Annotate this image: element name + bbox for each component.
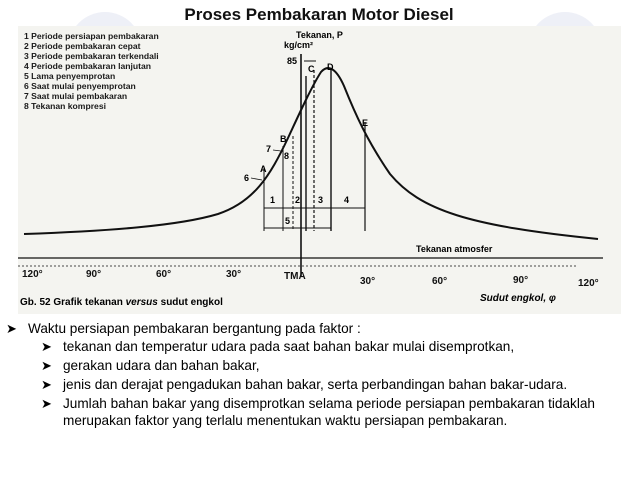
legend-item: 4 Periode pembakaran lanjutan	[24, 61, 152, 71]
x-tick-label: 30°	[226, 269, 242, 280]
point-label-b: B	[280, 134, 287, 144]
legend-item: 7 Saat mulai pembakaran	[24, 91, 128, 101]
legend-item: 6 Saat mulai penyemprotan	[24, 81, 136, 91]
arrow-bullet-icon: ➤	[6, 321, 17, 336]
y-axis-label: Tekanan, P	[296, 30, 343, 40]
crank-angle-ticks	[22, 269, 599, 289]
x-tick-label: 90°	[86, 269, 102, 280]
arrow-bullet-icon: ➤	[41, 377, 52, 392]
x-tick-label: 60°	[432, 276, 448, 287]
marker-number-8: 8	[284, 151, 290, 161]
pressure-tick: 85	[287, 56, 298, 66]
x-tick-label: 120°	[22, 269, 43, 280]
bullet-text: Waktu persiapan pembakaran bergantung pada faktor :	[28, 321, 361, 336]
period-label-2: 2	[295, 195, 301, 205]
period-label-3: 3	[318, 195, 324, 205]
period-label-5: 5	[285, 216, 291, 226]
figure-legend	[24, 31, 159, 111]
point-label-e: E	[362, 118, 369, 128]
legend-item: 1 Periode persiapan pembakaran	[24, 31, 159, 41]
x-tick-label: 90°	[513, 275, 529, 286]
bullet-sub	[6, 357, 630, 374]
legend-item: 2 Periode pembakaran cepat	[24, 41, 141, 51]
x-axis-label: Sudut engkol, φ	[480, 293, 556, 304]
x-tick-label: 30°	[360, 276, 376, 287]
point-label-c: C	[308, 64, 315, 74]
bullet-text: jenis dan derajat pengadukan bahan bakar, serta perbandingan bahan bakar-udara.	[63, 377, 568, 392]
point-label-d: D	[327, 62, 334, 72]
slide-title: Proses Pembakaran Motor Diesel	[184, 5, 454, 24]
bullet-sub	[6, 376, 630, 393]
bullet-text: tekanan dan temperatur udara pada saat bahan bakar mulai disemprotkan,	[63, 339, 515, 354]
pressure-crank-angle-figure	[18, 26, 621, 314]
marker-number-7: 7	[266, 144, 272, 154]
arrow-bullet-icon: ➤	[41, 396, 52, 411]
marker-number-6: 6	[244, 173, 250, 183]
arrow-bullet-icon: ➤	[41, 358, 52, 373]
legend-item: 8 Tekanan kompresi	[24, 101, 106, 111]
bullet-main	[6, 320, 630, 337]
x-tick-label: 120°	[578, 278, 599, 289]
atmospheric-pressure-label: Tekanan atmosfer	[416, 244, 493, 254]
x-tick-label: 60°	[156, 269, 172, 280]
bullet-sub	[6, 395, 630, 429]
point-label-a: A	[260, 164, 267, 174]
bullet-list	[6, 320, 630, 431]
arrow-bullet-icon: ➤	[41, 339, 52, 354]
bullet-text: Jumlah bahan bakar yang disemprotkan selama periode persiapan pembakaran tidaklah merupakan faktor yang terlalu menentukan waktu persiapan pembakaran.	[63, 396, 595, 428]
marker-pointer	[273, 150, 281, 151]
period-label-1: 1	[270, 195, 276, 205]
marker-pointer	[251, 178, 262, 180]
figure-drawing	[18, 26, 621, 314]
period-label-4: 4	[344, 195, 350, 205]
legend-item: 5 Lama penyemprotan	[24, 71, 116, 81]
legend-item: 3 Periode pembakaran terkendali	[24, 51, 159, 61]
bullet-text: gerakan udara dan bahan bakar,	[63, 358, 260, 373]
figure-caption: Gb. 52 Grafik tekanan versus sudut engkol	[20, 297, 223, 308]
y-axis-unit: kg/cm²	[284, 40, 314, 50]
x-tick-label-tma: TMA	[284, 271, 306, 282]
bullet-sub	[6, 338, 630, 355]
